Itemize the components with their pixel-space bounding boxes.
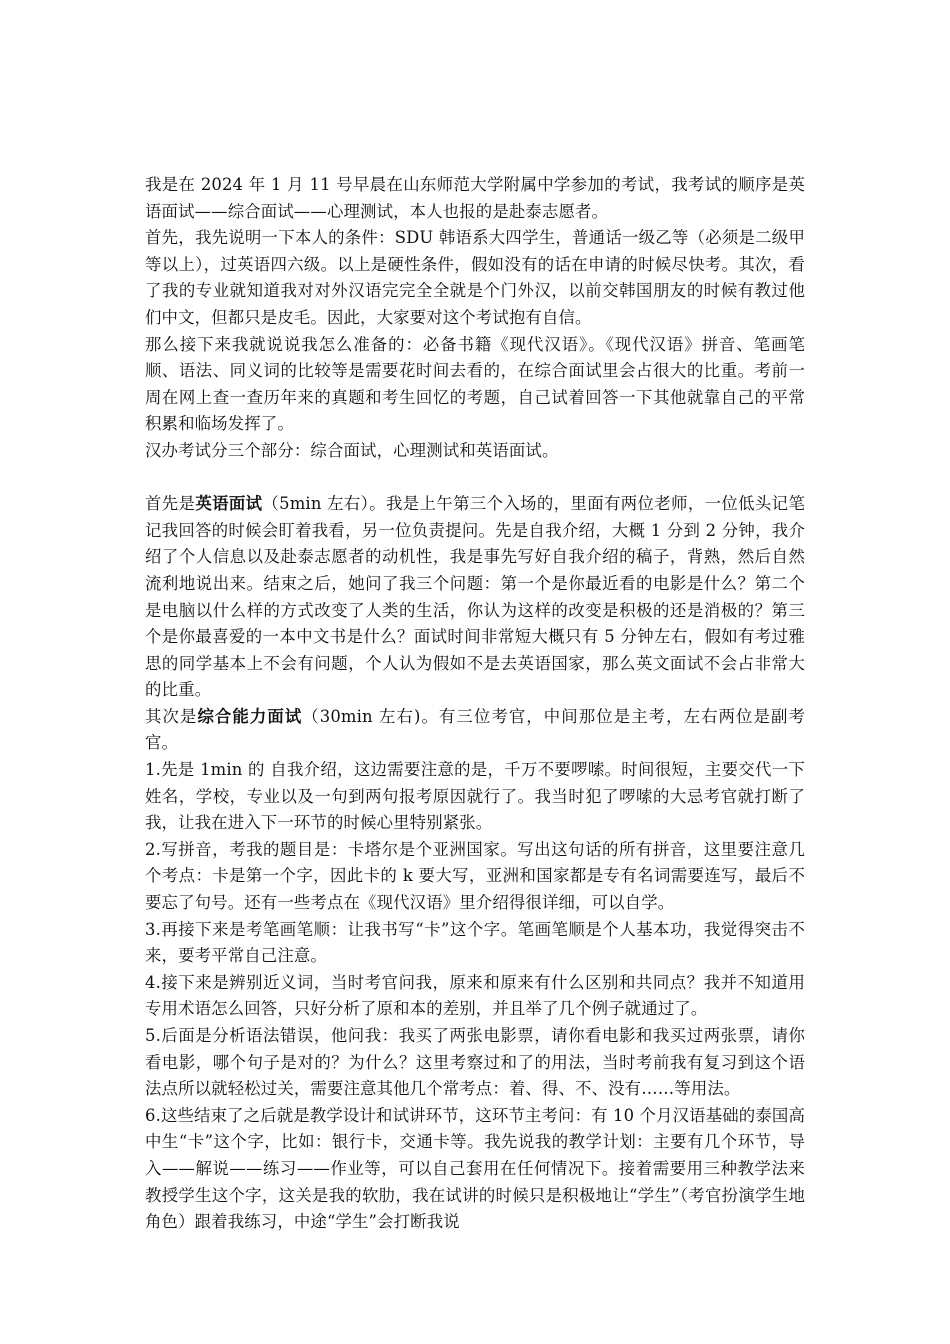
comprehensive-interview-prefix: 其次是 <box>145 706 198 726</box>
intro-paragraph: 我是在 2024 年 1 月 11 号早晨在山东师范大学附属中学参加的考试，我考试的顺序是英语面试——综合面试——心理测试，本人也报的是赴泰志愿者。 <box>145 175 805 221</box>
english-interview-paragraph <box>145 491 805 704</box>
step-3-paragraph: 3.再接下来是考笔画笔顺：让我书写“卡”这个字。笔画笔顺是个人基本功，我觉得突击不来，要考平常自己注意。 <box>145 919 805 966</box>
blank-line <box>145 465 805 492</box>
exam-parts-paragraph: 汉办考试分三个部分：综合面试，心理测试和英语面试。 <box>145 440 559 460</box>
english-interview-text: （5min 左右）。我是上午第三个入场的，里面有两位老师，一位低头记笔记我回答的时候会盯着我看，另一位负责提问。先是自我介绍，大概 1 分到 2 分钟，我介绍了个人信息以及赴泰志愿者的动机性，我是事先写好自我介绍的稿子，背熟，然后自然流利地说出来。结束之后，她问了我三个问题：第一个是你最近看的电影是什么？第二个是电脑以什么样的方式改变了人类的生活，你认为这样的改变是积极的还是消极的？第三个是你最喜爱的一本中文书是什么？面试时间非常短大概只有 5 分钟左右，假如有考过雅思的同学基本上不会有问题，个人认为假如不是去英语国家，那么英文面试不会占非常大的比重。 <box>145 494 805 700</box>
conditions-paragraph: 首先，我先说明一下本人的条件：SDU 韩语系大四学生，普通话一级乙等（必须是二级甲等以上），过英语四六级。以上是硬性条件，假如没有的话在申请的时候尽快考。其次，看了我的专业就知道我对对外汉语完完全全就是个门外汉，以前交韩国朋友的时候有教过他们中文，但都只是皮毛。因此，大家要对这个考试抱有自信。 <box>145 228 805 327</box>
step-4-paragraph: 4.接下来是辨别近义词，当时考官问我，原来和原来有什么区别和共同点？我并不知道用专用术语怎么回答，只好分析了原和本的差别，并且举了几个例子就通过了。 <box>145 972 805 1019</box>
english-interview-heading: 英语面试 <box>195 494 263 514</box>
step-1-paragraph: 1.先是 1min 的 自我介绍，这边需要注意的是，千万不要啰嗦。时间很短，主要交代一下姓名，学校，专业以及一句到两句报考原因就行了。我当时犯了啰嗦的大忌考官就打断了我，让我在进入下一环节的时候心里特别紧张。 <box>145 760 805 833</box>
preparation-paragraph: 那么接下来我就说说我怎么准备的：必备书籍《现代汉语》。《现代汉语》拼音、笔画笔顺、语法、同义词的比较等是需要花时间去看的，在综合面试里会占很大的比重。考前一周在网上查一查历年来的真题和考生回忆的考题，自己试着回答一下其他就靠自己的平常积累和临场发挥了。 <box>145 334 805 434</box>
document-body <box>145 172 805 1236</box>
comprehensive-interview-text: （30min 左右)。有三位考官，中间那位是主考，左右两位是副考官。 <box>145 706 805 753</box>
english-interview-prefix: 首先是 <box>145 494 196 514</box>
comprehensive-interview-heading: 综合能力面试 <box>197 706 303 726</box>
step-5-paragraph: 5.后面是分析语法错误，他问我：我买了两张电影票，请你看电影和我买过两张票，请你看电影，哪个句子是对的？为什么？这里考察过和了的用法，当时考前我有复习到这个语法点所以就轻松过关，需要注意其他几个常考点：着、得、不、没有……等用法。 <box>145 1026 805 1099</box>
step-6-paragraph: 6.这些结束了之后就是教学设计和试讲环节，这环节主考问：有 10 个月汉语基础的泰国高中生“卡”这个字，比如：银行卡，交通卡等。我先说我的教学计划：主要有几个环节，导入——解说——练习——作业等，可以自己套用在任何情况下。接着需要用三种教学法来教授学生这个字，这关是我的软肋，我在试讲的时候只是积极地让“学生”（考官扮演学生地角色）跟着我练习，中途“学生”会打断我说 <box>145 1105 805 1232</box>
step-2-paragraph: 2.写拼音，考我的题目是：卡塔尔是个亚洲国家。写出这句话的所有拼音，这里要注意几个考点：卡是第一个字，因此卡的 k 要大写，亚洲和国家都是专有名词需要连写，最后不要忘了句号。还有一些考点在《现代汉语》里介绍得很详细，可以自学。 <box>145 839 805 913</box>
comprehensive-interview-paragraph <box>145 704 805 757</box>
